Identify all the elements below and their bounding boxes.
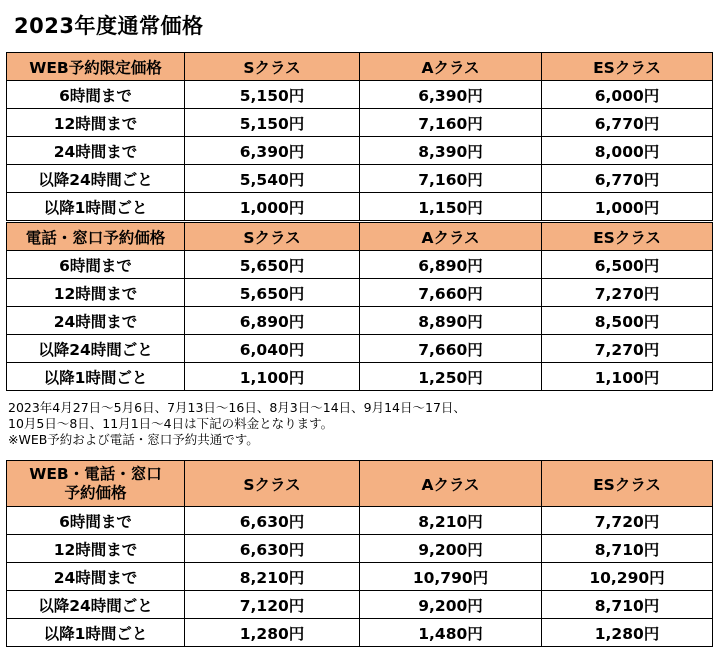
column-es-class: ESクラス xyxy=(542,461,713,507)
table-row xyxy=(7,507,713,535)
row-label: 6時間まで xyxy=(7,251,185,279)
header-label-line2: 予約価格 xyxy=(64,483,127,502)
price-s: 8,210円 xyxy=(185,563,360,591)
price-a: 7,660円 xyxy=(360,279,542,307)
row-label: 6時間まで xyxy=(7,81,185,109)
price-s: 6,890円 xyxy=(185,307,360,335)
price-es: 1,000円 xyxy=(542,193,713,221)
table-row xyxy=(7,109,713,137)
table-row xyxy=(7,193,713,221)
table-row xyxy=(7,165,713,193)
price-es: 6,770円 xyxy=(542,109,713,137)
table-row xyxy=(7,307,713,335)
price-es: 1,280円 xyxy=(542,619,713,647)
price-a: 8,890円 xyxy=(360,307,542,335)
price-s: 5,540円 xyxy=(185,165,360,193)
price-s: 6,630円 xyxy=(185,507,360,535)
table-row xyxy=(7,251,713,279)
row-label: 6時間まで xyxy=(7,507,185,535)
column-a-class: Aクラス xyxy=(360,461,542,507)
price-es: 7,270円 xyxy=(542,279,713,307)
price-a: 9,200円 xyxy=(360,535,542,563)
price-s: 1,100円 xyxy=(185,363,360,391)
table-row xyxy=(7,535,713,563)
phone-counter-price-table xyxy=(6,222,713,391)
price-a: 10,790円 xyxy=(360,563,542,591)
table-row xyxy=(7,137,713,165)
table-row xyxy=(7,81,713,109)
table-row xyxy=(7,363,713,391)
price-es: 6,500円 xyxy=(542,251,713,279)
price-s: 6,630円 xyxy=(185,535,360,563)
column-a-class: Aクラス xyxy=(360,223,542,251)
row-label: 12時間まで xyxy=(7,279,185,307)
special-period-price-table xyxy=(6,460,713,647)
row-label: 以降24時間ごと xyxy=(7,591,185,619)
price-es: 10,290円 xyxy=(542,563,713,591)
price-a: 7,660円 xyxy=(360,335,542,363)
row-label: 以降1時間ごと xyxy=(7,193,185,221)
header-label-line1: WEB・電話・窓口 xyxy=(29,464,162,483)
price-a: 8,390円 xyxy=(360,137,542,165)
price-s: 6,040円 xyxy=(185,335,360,363)
price-es: 8,710円 xyxy=(542,591,713,619)
price-a: 6,390円 xyxy=(360,81,542,109)
table-row xyxy=(7,563,713,591)
table-header-row xyxy=(7,53,713,81)
note-line: 10月5日～8日、11月1日～4日は下記の料金となります。 xyxy=(8,416,334,431)
row-label: 24時間まで xyxy=(7,307,185,335)
price-a: 7,160円 xyxy=(360,165,542,193)
price-es: 6,770円 xyxy=(542,165,713,193)
price-s: 5,650円 xyxy=(185,279,360,307)
table-header-row xyxy=(7,223,713,251)
row-label: 以降1時間ごと xyxy=(7,363,185,391)
price-a: 1,480円 xyxy=(360,619,542,647)
table-row xyxy=(7,335,713,363)
price-s: 5,150円 xyxy=(185,109,360,137)
special-period-note xyxy=(8,400,466,448)
price-a: 9,200円 xyxy=(360,591,542,619)
price-a: 1,250円 xyxy=(360,363,542,391)
table-row xyxy=(7,591,713,619)
column-s-class: Sクラス xyxy=(185,461,360,507)
price-es: 7,270円 xyxy=(542,335,713,363)
table-header-label: WEB予約限定価格 xyxy=(7,53,185,81)
price-es: 8,000円 xyxy=(542,137,713,165)
table-row xyxy=(7,619,713,647)
price-es: 7,720円 xyxy=(542,507,713,535)
row-label: 24時間まで xyxy=(7,563,185,591)
table-header-label: 電話・窓口予約価格 xyxy=(7,223,185,251)
column-s-class: Sクラス xyxy=(185,223,360,251)
price-s: 1,000円 xyxy=(185,193,360,221)
column-es-class: ESクラス xyxy=(542,53,713,81)
price-a: 7,160円 xyxy=(360,109,542,137)
price-a: 8,210円 xyxy=(360,507,542,535)
column-s-class: Sクラス xyxy=(185,53,360,81)
column-es-class: ESクラス xyxy=(542,223,713,251)
price-a: 1,150円 xyxy=(360,193,542,221)
web-price-table xyxy=(6,52,713,221)
row-label: 以降1時間ごと xyxy=(7,619,185,647)
row-label: 以降24時間ごと xyxy=(7,165,185,193)
page-title: 2023年度通常価格 xyxy=(14,14,204,38)
table-header-row xyxy=(7,461,713,507)
price-a: 6,890円 xyxy=(360,251,542,279)
note-line: ※WEB予約および電話・窓口予約共通です。 xyxy=(8,432,259,447)
column-a-class: Aクラス xyxy=(360,53,542,81)
price-es: 1,100円 xyxy=(542,363,713,391)
price-es: 6,000円 xyxy=(542,81,713,109)
table-row xyxy=(7,279,713,307)
row-label: 以降24時間ごと xyxy=(7,335,185,363)
price-es: 8,710円 xyxy=(542,535,713,563)
price-s: 7,120円 xyxy=(185,591,360,619)
price-s: 1,280円 xyxy=(185,619,360,647)
row-label: 24時間まで xyxy=(7,137,185,165)
price-s: 6,390円 xyxy=(185,137,360,165)
price-es: 8,500円 xyxy=(542,307,713,335)
note-line: 2023年4月27日～5月6日、7月13日～16日、8月3日～14日、9月14日～17日、 xyxy=(8,400,466,415)
row-label: 12時間まで xyxy=(7,535,185,563)
table-header-label xyxy=(7,461,185,507)
row-label: 12時間まで xyxy=(7,109,185,137)
price-s: 5,150円 xyxy=(185,81,360,109)
price-s: 5,650円 xyxy=(185,251,360,279)
